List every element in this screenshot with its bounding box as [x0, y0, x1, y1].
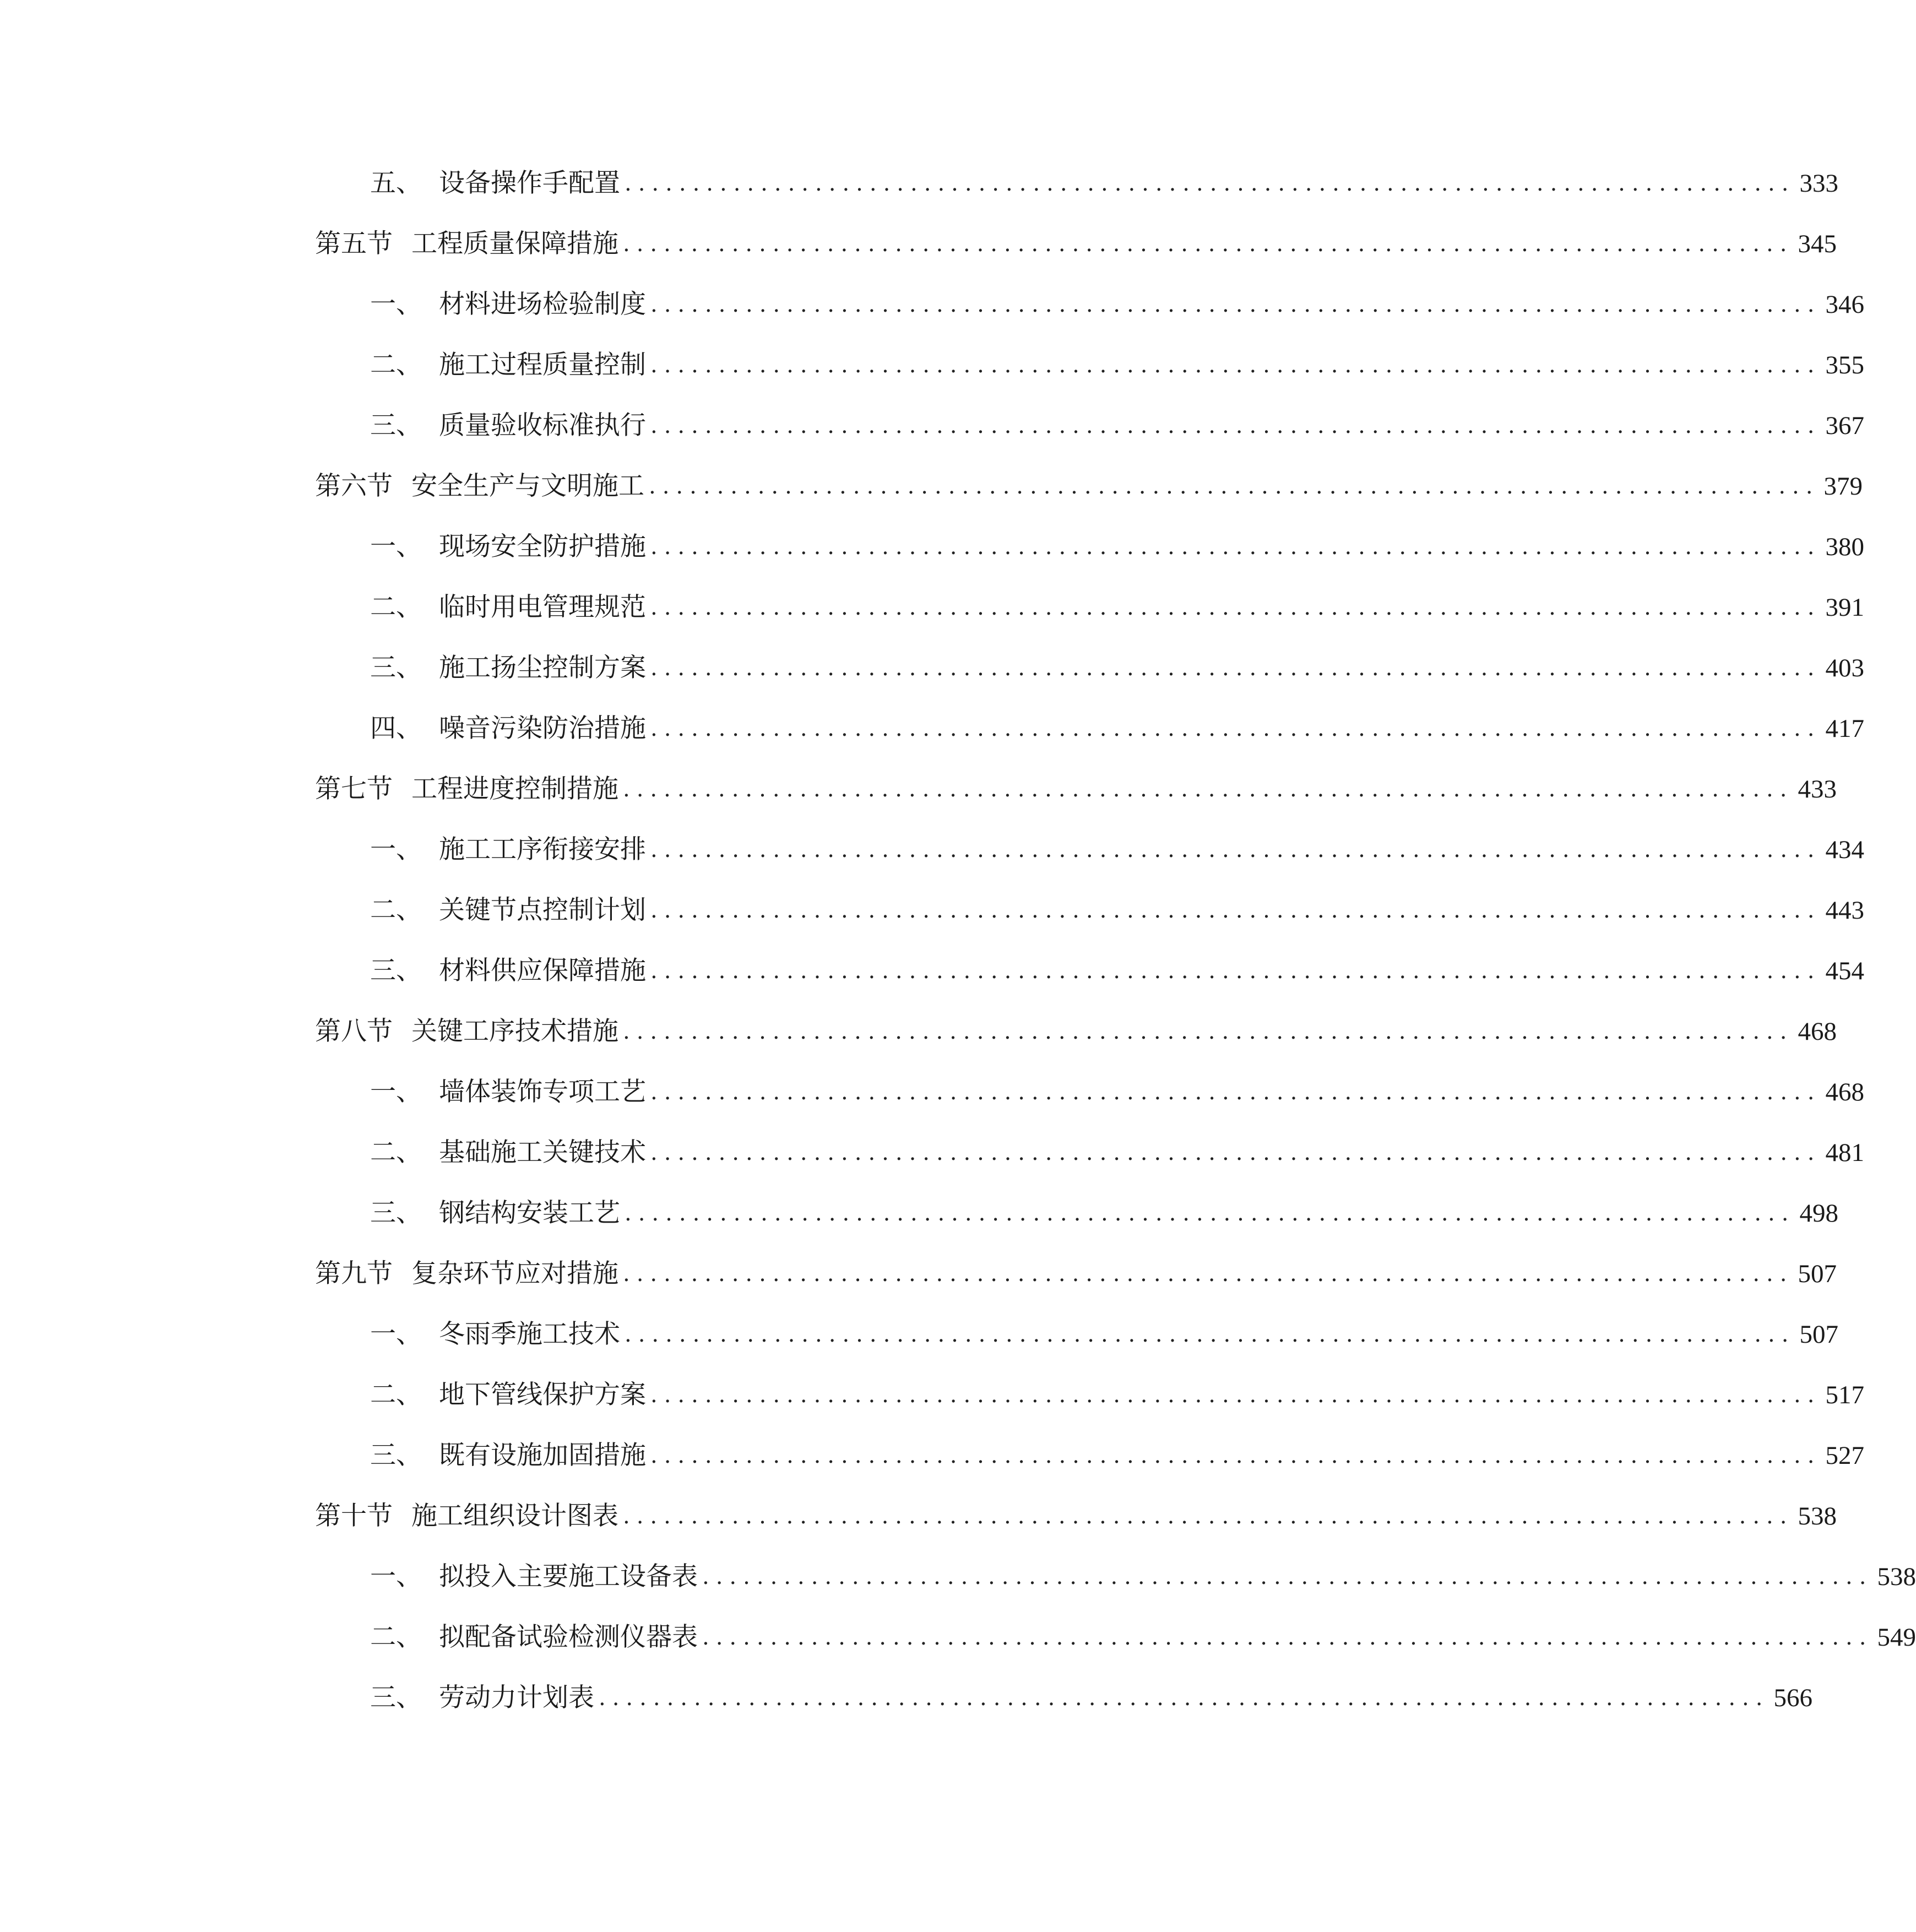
- toc-number: 第七节: [315, 774, 393, 804]
- toc-page-number: 345: [1798, 230, 1837, 258]
- toc-page-number: 468: [1825, 1078, 1864, 1106]
- toc-section-row[interactable]: [315, 1255, 1837, 1293]
- toc-page-number: 498: [1799, 1199, 1838, 1228]
- dot-leader: ......................................................................................: [650, 655, 1821, 681]
- toc-title: 墙体装饰专项工艺: [439, 1077, 646, 1107]
- toc-label: [370, 1194, 620, 1233]
- toc-item-row[interactable]: [370, 1073, 1864, 1111]
- toc-page-number: 566: [1773, 1684, 1812, 1712]
- toc-title: 材料供应保障措施: [439, 956, 646, 986]
- toc-page-number: 417: [1825, 714, 1864, 743]
- toc-number: 一、: [370, 531, 422, 562]
- toc-section-row[interactable]: [315, 770, 1837, 808]
- dot-leader: ......................................................................................: [650, 837, 1821, 862]
- toc-item-row[interactable]: [370, 588, 1864, 627]
- toc-label: [315, 1497, 618, 1535]
- toc-item-row[interactable]: [370, 1436, 1864, 1475]
- toc-title: 材料进场检验制度: [439, 289, 646, 319]
- toc-item-row[interactable]: [370, 1194, 1838, 1233]
- toc-page-number: 481: [1825, 1138, 1864, 1167]
- toc-page-number: 549: [1877, 1623, 1916, 1652]
- toc-item-row[interactable]: [370, 1133, 1864, 1172]
- toc-section-row[interactable]: [315, 225, 1837, 263]
- toc-section-row[interactable]: [315, 1012, 1837, 1051]
- toc-item-row[interactable]: [370, 952, 1864, 990]
- toc-number: 二、: [370, 1137, 422, 1168]
- toc-item-row[interactable]: [370, 1376, 1864, 1414]
- toc-item-row[interactable]: [370, 709, 1864, 748]
- toc-number: 五、: [370, 168, 422, 198]
- toc-item-row[interactable]: [370, 1315, 1838, 1354]
- toc-section-row[interactable]: [315, 1497, 1837, 1535]
- toc-title: 施工组织设计图表: [411, 1501, 618, 1531]
- toc-title: 设备操作手配置: [439, 168, 620, 198]
- toc-label: [370, 831, 646, 869]
- toc-page-number: 346: [1825, 290, 1864, 319]
- toc-title: 地下管线保护方案: [439, 1380, 646, 1410]
- toc-number: 二、: [370, 592, 422, 622]
- dot-leader: ......................................................................................: [650, 1443, 1821, 1468]
- toc-label: [370, 1679, 594, 1717]
- toc-item-row[interactable]: [370, 649, 1864, 687]
- toc-label: [370, 709, 646, 748]
- toc-page-number: 367: [1825, 411, 1864, 440]
- toc-page-number: 538: [1877, 1562, 1916, 1591]
- toc-item-row[interactable]: [370, 831, 1864, 869]
- toc-page-number: 403: [1825, 654, 1864, 682]
- dot-leader: ......................................................................................: [623, 1019, 1794, 1044]
- toc-number: 三、: [370, 653, 422, 683]
- toc-label: [370, 1618, 698, 1657]
- dot-leader: ......................................................................................: [649, 474, 1820, 499]
- toc-number: 三、: [370, 956, 422, 986]
- toc-label: [370, 1133, 646, 1172]
- dot-leader: ......................................................................................: [623, 231, 1794, 257]
- toc-label: [315, 1012, 618, 1051]
- toc-title: 复杂环节应对措施: [411, 1258, 618, 1289]
- toc-number: 二、: [370, 895, 422, 925]
- toc-label: [370, 1073, 646, 1111]
- toc-label: [370, 1557, 698, 1596]
- toc-page-number: 507: [1798, 1260, 1837, 1288]
- dot-leader: ......................................................................................: [702, 1625, 1873, 1650]
- toc-title: 既有设施加固措施: [439, 1440, 646, 1470]
- toc-number: 四、: [370, 713, 422, 744]
- toc-page-number: 517: [1825, 1381, 1864, 1409]
- toc-title: 关键工序技术措施: [411, 1016, 618, 1046]
- dot-leader: ......................................................................................: [599, 1685, 1770, 1711]
- toc-page-number: 355: [1825, 351, 1864, 379]
- toc-page-number: 333: [1799, 169, 1838, 198]
- toc-label: [315, 1255, 618, 1293]
- toc-label: [370, 285, 646, 324]
- dot-leader: ......................................................................................: [650, 1140, 1821, 1165]
- toc-label: [370, 952, 646, 990]
- dot-leader: ......................................................................................: [623, 1261, 1794, 1287]
- dot-leader: ......................................................................................: [625, 1322, 1795, 1347]
- toc-page-number: 507: [1799, 1320, 1838, 1349]
- toc-label: [370, 406, 646, 445]
- toc-label: [370, 1315, 620, 1354]
- dot-leader: ......................................................................................: [625, 1201, 1795, 1226]
- toc-item-row[interactable]: [370, 406, 1864, 445]
- toc-title: 工程进度控制措施: [411, 774, 618, 804]
- toc-title: 噪音污染防治措施: [439, 713, 646, 744]
- toc-page-number: 538: [1798, 1502, 1837, 1531]
- toc-number: 第五节: [315, 229, 393, 259]
- toc-number: 二、: [370, 350, 422, 380]
- dot-leader: ......................................................................................: [702, 1564, 1873, 1589]
- dot-leader: ......................................................................................: [650, 1079, 1821, 1105]
- toc-label: [315, 467, 644, 506]
- toc-label: [370, 588, 646, 627]
- toc-title: 劳动力计划表: [439, 1683, 594, 1713]
- dot-leader: ......................................................................................: [650, 352, 1821, 378]
- dot-leader: ......................................................................................: [650, 1382, 1821, 1408]
- toc-item-row[interactable]: [370, 1557, 1916, 1596]
- toc-title: 施工扬尘控制方案: [439, 653, 646, 683]
- dot-leader: ......................................................................................: [650, 898, 1821, 923]
- toc-item-row[interactable]: [370, 528, 1864, 566]
- toc-title: 现场安全防护措施: [439, 531, 646, 562]
- toc-page-number: 468: [1798, 1017, 1837, 1046]
- toc-item-row[interactable]: [370, 1618, 1916, 1657]
- toc-title: 拟投入主要施工设备表: [439, 1561, 698, 1592]
- dot-leader: ......................................................................................: [650, 413, 1821, 438]
- toc-label: [315, 225, 618, 263]
- toc-item-row[interactable]: [370, 891, 1864, 930]
- dot-leader: ......................................................................................: [625, 171, 1795, 196]
- toc-title: 施工过程质量控制: [439, 350, 646, 380]
- toc-number: 第九节: [315, 1258, 393, 1289]
- dot-leader: ......................................................................................: [623, 1504, 1794, 1529]
- toc-number: 三、: [370, 1440, 422, 1470]
- toc-number: 一、: [370, 1561, 422, 1592]
- toc-title: 施工工序衔接安排: [439, 834, 646, 865]
- toc-title: 冬雨季施工技术: [439, 1319, 620, 1349]
- toc-label: [370, 891, 646, 930]
- toc-number: 第六节: [315, 471, 393, 501]
- toc-item-row[interactable]: [370, 1679, 1812, 1717]
- toc-label: [370, 649, 646, 687]
- dot-leader: ......................................................................................: [650, 716, 1821, 741]
- toc-number: 三、: [370, 1198, 422, 1228]
- toc-page-number: 433: [1798, 775, 1837, 804]
- toc-title: 工程质量保障措施: [411, 229, 618, 259]
- toc-number: 一、: [370, 1077, 422, 1107]
- toc-number: 一、: [370, 289, 422, 319]
- toc-title: 基础施工关键技术: [439, 1137, 646, 1168]
- toc-page-number: 391: [1825, 593, 1864, 622]
- toc-page-number: 380: [1825, 533, 1864, 561]
- toc-title: 临时用电管理规范: [439, 592, 646, 622]
- toc-page-number: 379: [1823, 472, 1863, 501]
- toc-number: 一、: [370, 1319, 422, 1349]
- toc-number: 第十节: [315, 1501, 393, 1531]
- dot-leader: ......................................................................................: [650, 292, 1821, 317]
- toc-page-number: 434: [1825, 835, 1864, 864]
- toc-label: [370, 346, 646, 384]
- toc-item-row[interactable]: [370, 285, 1864, 324]
- dot-leader: ......................................................................................: [650, 595, 1821, 620]
- dot-leader: ......................................................................................: [623, 777, 1794, 802]
- toc-label: [370, 1436, 646, 1475]
- toc-page-number: 454: [1825, 957, 1864, 985]
- toc-title: 安全生产与文明施工: [411, 471, 644, 501]
- toc-number: 一、: [370, 834, 422, 865]
- toc-label: [370, 1376, 646, 1414]
- toc-section-row[interactable]: [315, 467, 1863, 506]
- toc-title: 质量验收标准执行: [439, 410, 646, 441]
- toc-number: 二、: [370, 1380, 422, 1410]
- dot-leader: ......................................................................................: [650, 534, 1821, 560]
- toc-page-number: 443: [1825, 896, 1864, 925]
- dot-leader: ......................................................................................: [650, 958, 1821, 984]
- toc-number: 三、: [370, 1683, 422, 1713]
- toc-label: [370, 164, 620, 203]
- toc-label: [315, 770, 618, 808]
- toc-item-row[interactable]: [370, 346, 1864, 384]
- toc-number: 第八节: [315, 1016, 393, 1046]
- toc-number: 二、: [370, 1622, 422, 1652]
- toc-title: 钢结构安装工艺: [439, 1198, 620, 1228]
- toc-item-row[interactable]: [370, 164, 1838, 203]
- toc-number: 三、: [370, 410, 422, 441]
- toc-title: 拟配备试验检测仪器表: [439, 1622, 698, 1652]
- toc-label: [370, 528, 646, 566]
- toc-title: 关键节点控制计划: [439, 895, 646, 925]
- toc-page-number: 527: [1825, 1441, 1864, 1470]
